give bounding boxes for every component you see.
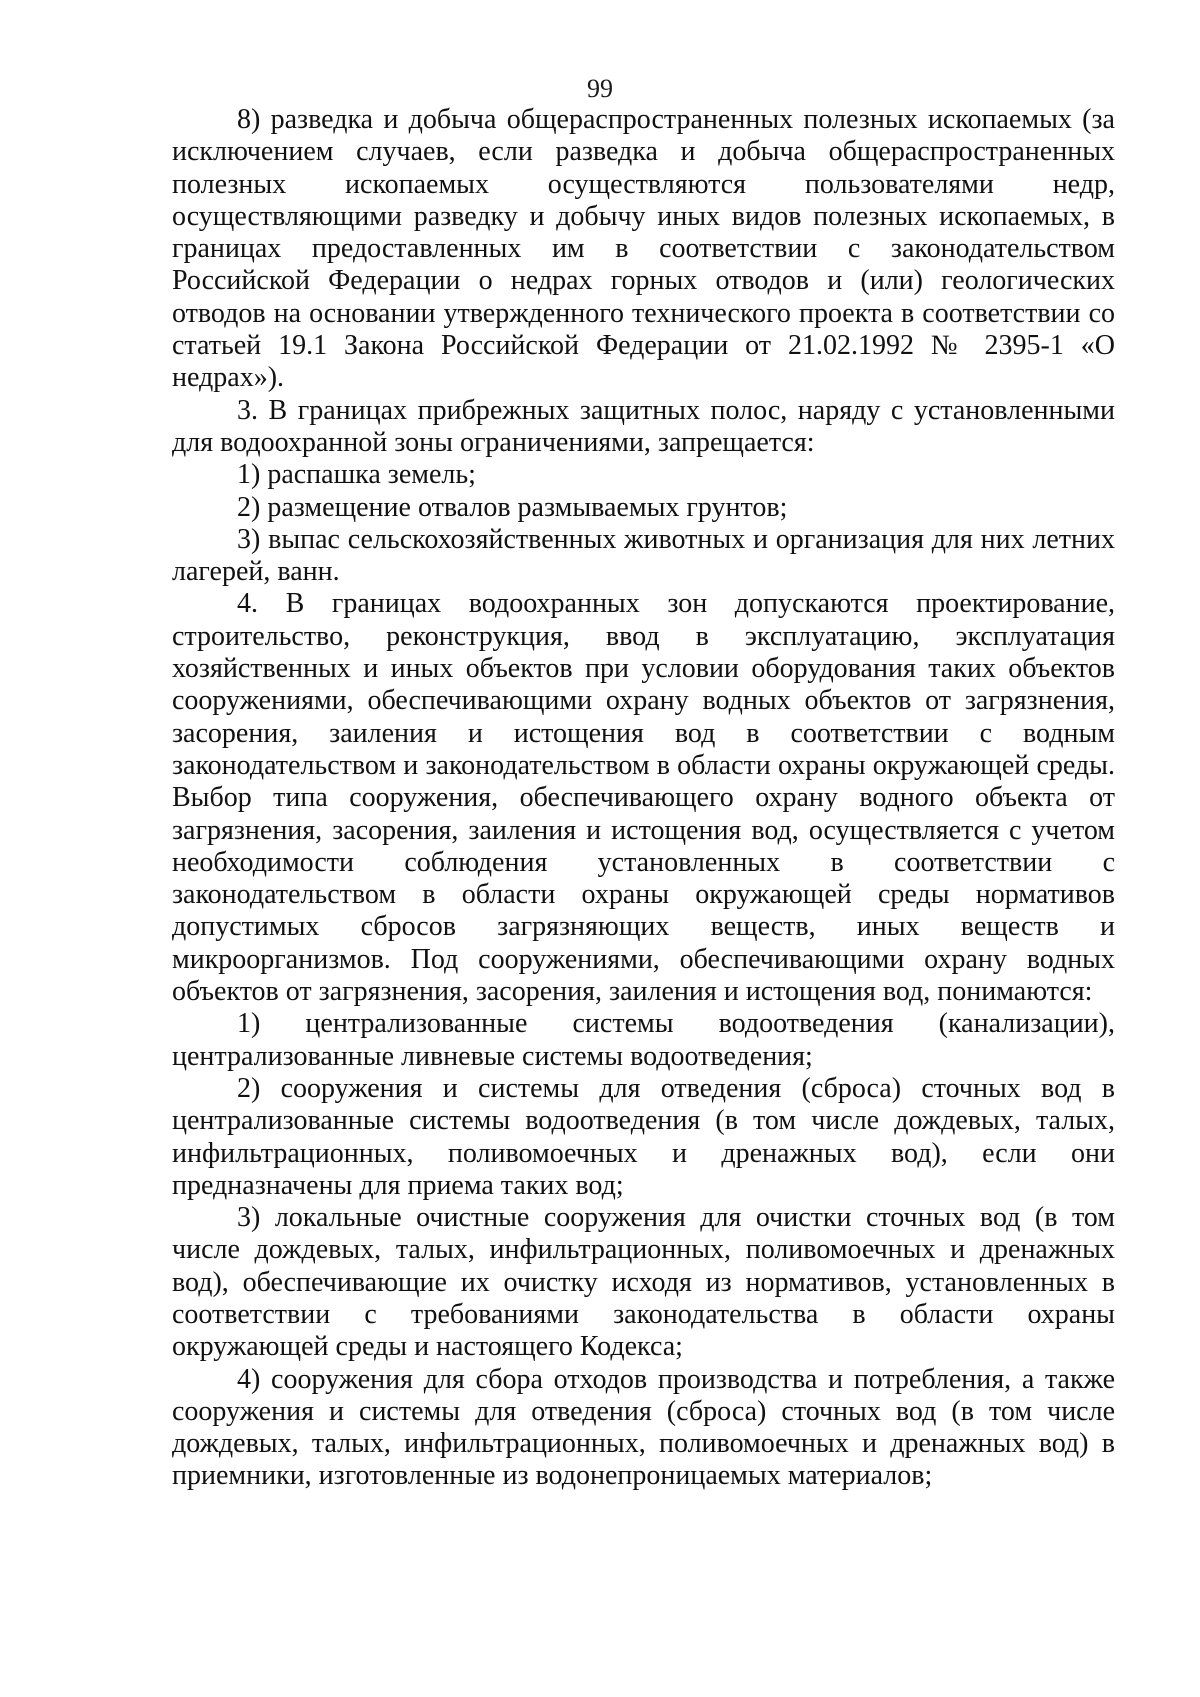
paragraph-clause-3-item-1: 1) распашка земель; <box>237 459 476 491</box>
document-body <box>172 104 1115 1493</box>
paragraph-clause-4-item-3: 3) локальные очистные сооружения для очистки сточных вод (в том числе дождевых, талых, инфильтрационных, поливомоечных и дренажных вод), обеспечивающие их очистку исходя из нормативов, установленных в соответствии с требованиями законодательства в области охраны окружающей среды и настоящего Кодекса; <box>172 1202 1115 1363</box>
paragraph-clause-4-item-4: 4) сооружения для сбора отходов производства и потребления, а также сооружения и системы для отведения (сброса) сточных вод (в том числе дождевых, талых, инфильтрационных, поливомоечных и дренажных вод) в приемники, изготовленные из водонепроницаемых материалов; <box>172 1363 1115 1492</box>
paragraph-clause-3-item-2: 2) размещение отвалов размываемых грунтов; <box>237 491 788 523</box>
paragraph-clause-4-item-1: 1) централизованные системы водоотведения (канализации), централизованные ливневые системы водоотведения; <box>172 1008 1115 1072</box>
page-number: 99 <box>587 74 613 103</box>
paragraph-clause-3-intro: 3. В границах прибрежных защитных полос, наряду с установленными для водоохранной зоны ограничениями, запрещается: <box>172 394 1115 458</box>
paragraph-clause-4-item-2: 2) сооружения и системы для отведения (сброса) сточных вод в централизованные системы водоотведения (в том числе дождевых, талых, инфильтрационных, поливомоечных и дренажных вод), если они предназначены для приема таких вод; <box>172 1072 1115 1201</box>
paragraph-clause-4-intro: 4. В границах водоохранных зон допускаются проектирование, строительство, реконструкция, ввод в эксплуатацию, эксплуатация хозяйственных и иных объектов при условии оборудования таких объектов сооружениями, обеспечивающими охрану водных объектов от загрязнения, засорения, заиления и истощения вод в соответствии с водным законодательством и законодательством в области охраны окружающей среды. Выбор типа сооружения, обеспечивающего охрану водного объекта от загрязнения, засорения, заиления и истощения вод, осуществляется с учетом необходимости соблюдения установленных в соответствии с законодательством в области охраны окружающей среды нормативов допустимых сбросов загрязняющих веществ, иных веществ и микроорганизмов. Под сооружениями, обеспечивающими охрану водных объектов от загрязнения, засорения, заиления и истощения вод, понимаются: <box>172 588 1115 1008</box>
paragraph-item-8-mining: 8) разведка и добыча общераспространенных полезных ископаемых (за исключением случаев, если разведка и добыча общераспространенных полезных ископаемых осуществляются пользователями недр, осуществляющими разведку и добычу иных видов полезных ископаемых, в границах предоставленных им в соответствии с законодательством Российской Федерации о недрах горных отводов и (или) геологических отводов на основании утвержденного технического проекта в соответствии со статьей 19.1 Закона Российской Федерации от 21.02.1992 № 2395-1 «О недрах»). <box>172 104 1115 394</box>
paragraph-clause-3-item-3: 3) выпас сельскохозяйственных животных и организация для них летних лагерей, ванн. <box>172 523 1115 588</box>
